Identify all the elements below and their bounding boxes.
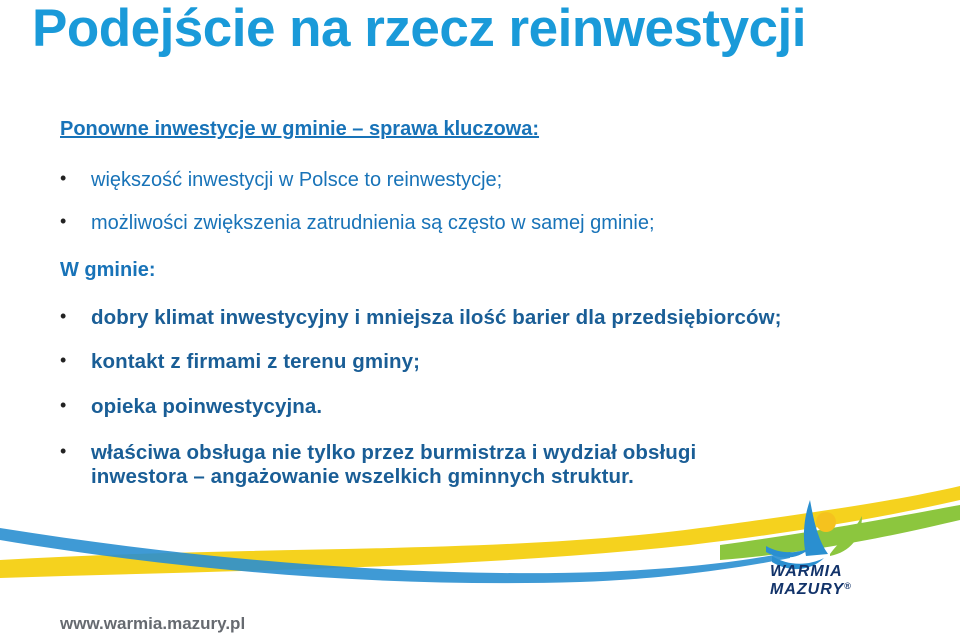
section-heading-municipality: W gminie: <box>60 259 156 281</box>
sun-icon <box>816 512 836 532</box>
logo-text-mazury-word: MAZURY <box>770 581 845 598</box>
section-heading-reinvestment: Ponowne inwestycje w gminie – sprawa kluczowa: <box>60 118 540 140</box>
logo-text-mazury <box>770 581 852 599</box>
bullet-icon: • <box>60 211 67 231</box>
logo-text-warmia: WARMIA <box>770 563 843 580</box>
slide-title: Podejście na rzecz reinwestycji <box>32 0 806 58</box>
list-item-text: możliwości zwiększenia zatrudnienia są często w samej gminie; <box>91 212 655 234</box>
bullet-icon: • <box>60 350 67 370</box>
website-link[interactable]: www.warmia.mazury.pl <box>60 614 246 633</box>
list-item-text: kontakt z firmami z terenu gminy; <box>91 350 421 373</box>
wave-icon <box>766 546 810 558</box>
list-item-text: opieka poinwestycyjna. <box>91 395 323 418</box>
list-item-text: większość inwestycji w Polsce to reinwestycje; <box>91 169 503 191</box>
bullet-icon: • <box>60 395 67 415</box>
list-item-text <box>91 441 696 489</box>
bullet-icon: • <box>60 306 67 326</box>
bullet-icon: • <box>60 168 67 188</box>
bullet-icon: • <box>60 441 67 461</box>
list-item-line: właściwa obsługa nie tylko przez burmistrza i wydział obsługi <box>91 441 697 464</box>
list-item-text: dobry klimat inwestycyjny i mniejsza ilość barier dla przedsiębiorców; <box>91 306 782 329</box>
registered-mark: ® <box>844 581 852 591</box>
list-item-line: inwestora – angażowanie wszelkich gminnych struktur. <box>91 465 634 488</box>
